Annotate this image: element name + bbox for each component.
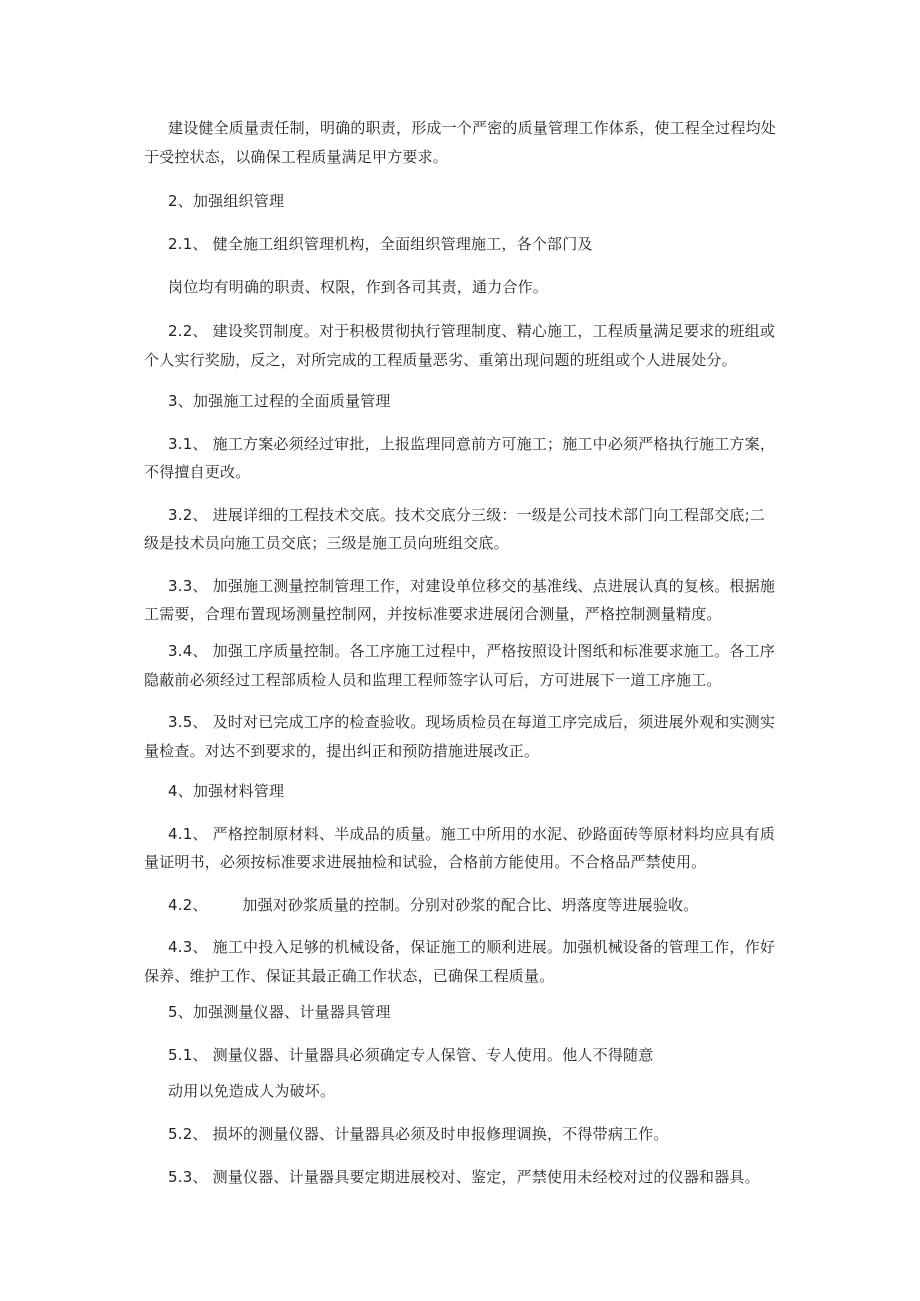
section-heading: 4、加强材料管理 (168, 782, 285, 800)
paragraph-line: 3.1、 施工方案必须经过审批，上报监理同意前方可施工；施工中必须严格执行施工方案， (168, 435, 776, 453)
paragraph-line: 4.2、 加强对砂浆质量的控制。分别对砂浆的配合比、坍落度等进展验收。 (168, 896, 699, 914)
paragraph-line: 工需要，合理布置现场测量控制网，并按标准要求进展闭合测量，严格控制测量精度。 (144, 605, 722, 623)
paragraph-line: 个人实行奖励，反之，对所完成的工程质量恶劣、重第出现问题的班组或个人进展处分。 (144, 351, 737, 369)
section-heading: 5、加强测量仪器、计量器具管理 (168, 1003, 391, 1021)
paragraph-line: 3.3、 加强施工测量控制管理工作，对建设单位移交的基准线、点进展认真的复核。根据施 (168, 577, 776, 595)
paragraph-line: 量证明书，必须按标准要求进展抽检和试验，合格前方能使用。不合格品严禁使用。 (144, 853, 707, 871)
paragraph-line: 保养、维护工作、保证其最正确工作状态，已确保工程质量。 (144, 967, 555, 985)
paragraph-line: 2.2、 建设奖罚制度。对于积极贯彻执行管理制度、精心施工，工程质量满足要求的班组或 (168, 322, 776, 340)
paragraph-line: 3.5、 及时对已完成工序的检查验收。现场质检员在每道工序完成后，须进展外观和实测实 (168, 713, 776, 731)
paragraph-line: 级是技术员向施工员交底；三级是施工员向班组交底。 (144, 534, 509, 552)
paragraph-line: 不得擅自更改。 (144, 463, 251, 481)
paragraph-line: 5.1、 测量仪器、计量器具必须确定专人保管、专人使用。他人不得随意 (168, 1046, 654, 1064)
paragraph-line: 4.3、 施工中投入足够的机械设备，保证施工的顺利进展。加强机械设备的管理工作，作好 (168, 938, 776, 956)
paragraph-line: 5.2、 损坏的测量仪器、计量器具必须及时申报修理调换，不得带病工作。 (168, 1125, 669, 1143)
paragraph-line: 2.1、 健全施工组织管理机构，全面组织管理施工，各个部门及 (168, 235, 593, 253)
paragraph-line: 岗位均有明确的职责、权限，作到各司其责，通力合作。 (168, 278, 549, 296)
paragraph-line: 建设健全质量责任制，明确的职责，形成一个严密的质量管理工作体系，使工程全过程均处 (168, 119, 777, 137)
section-heading: 2、加强组织管理 (168, 192, 285, 210)
paragraph-line: 动用以免造成人为破坏。 (168, 1082, 336, 1100)
paragraph-line: 5.3、 测量仪器、计量器具要定期进展校对、鉴定，严禁使用未经校对过的仪器和器具。 (168, 1168, 760, 1186)
paragraph-line: 于受控状态，以确保工程质量满足甲方要求。 (144, 148, 449, 166)
section-heading: 3、加强施工过程的全面质量管理 (168, 392, 391, 410)
paragraph-line: 隐蔽前必须经过工程部质检人员和监理工程师签字认可后，方可进展下一道工序施工。 (144, 671, 722, 689)
paragraph-line: 量检查。对达不到要求的，提出纠正和预防措施进展改正。 (144, 742, 540, 760)
paragraph-line: 3.2、 进展详细的工程技术交底。技术交底分三级：一级是公司技术部门向工程部交底;二 (168, 506, 766, 524)
paragraph-line: 4.1、 严格控制原材料、半成品的质量。施工中所用的水泥、砂路面砖等原材料均应具有质 (168, 825, 776, 843)
paragraph-line: 3.4、 加强工序质量控制。各工序施工过程中，严格按照设计图纸和标准要求施工。各工序 (168, 642, 776, 660)
